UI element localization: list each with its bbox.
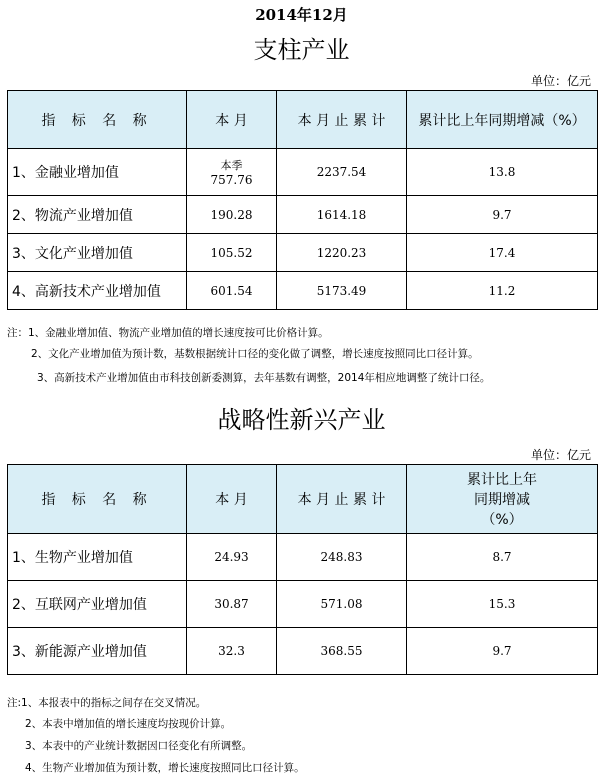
table-header-row: [8, 465, 598, 534]
row-change: 9.7: [407, 196, 598, 234]
month-note: 本季: [220, 159, 243, 172]
table-row: [8, 234, 598, 272]
row-name: 2、物流产业增加值: [8, 196, 187, 234]
row-change: 9.7: [407, 628, 598, 675]
header-change-line1: 累计比上年: [467, 472, 537, 488]
header-cumulative: 本 月 止 累 计: [277, 91, 407, 149]
row-cumulative: 368.55: [277, 628, 407, 675]
month-value: 757.76: [210, 173, 253, 187]
section2-unit: 单位：亿元: [530, 448, 591, 462]
section1-title: 支柱产业: [253, 36, 350, 64]
section2-note-4: 4、生物产业增加值为预计数，增长速度按照同比口径计算。: [25, 762, 305, 774]
row-month: [187, 149, 277, 196]
row-cumulative: 2237.54: [277, 149, 407, 196]
section2-note-2: 2、本表中增加值的增长速度均按现价计算。: [25, 718, 232, 730]
row-cumulative: 5173.49: [277, 272, 407, 310]
header-month: 本 月: [187, 465, 277, 534]
table-row: [8, 149, 598, 196]
row-name: 2、互联网产业增加值: [8, 581, 187, 628]
row-change: 13.8: [407, 149, 598, 196]
header-indicator-name: 指 标 名 称: [8, 465, 187, 534]
row-month: 24.93: [187, 534, 277, 581]
row-month: 32.3: [187, 628, 277, 675]
section2-title: 战略性新兴产业: [217, 406, 386, 434]
row-month: 190.28: [187, 196, 277, 234]
header-cumulative: 本 月 止 累 计: [277, 465, 407, 534]
row-cumulative: 571.08: [277, 581, 407, 628]
header-indicator-name: 指 标 名 称: [8, 91, 187, 149]
section1-note-3: 3、高新技术产业增加值由市科技创新委测算，去年基数有调整，2014年相应地调整了统计口径。: [37, 372, 491, 384]
row-month: 105.52: [187, 234, 277, 272]
header-change: 累计比上年同期增减（%）: [407, 91, 598, 149]
table-header-row: [8, 91, 598, 149]
row-change: 8.7: [407, 534, 598, 581]
section1-unit: 单位：亿元: [530, 74, 591, 88]
row-month: 601.54: [187, 272, 277, 310]
table-row: [8, 628, 598, 675]
header-month: 本 月: [187, 91, 277, 149]
row-name: 3、新能源产业增加值: [8, 628, 187, 675]
header-change: [407, 465, 598, 534]
section1-note-1: 注：1、金融业增加值、物流产业增加值的增长速度按可比价格计算。: [7, 327, 329, 339]
row-cumulative: 248.83: [277, 534, 407, 581]
table-row: [8, 581, 598, 628]
section1-note-2: 2、文化产业增加值为预计数，基数根据统计口径的变化做了调整，增长速度按照同比口径计算。: [31, 348, 479, 360]
row-name: 1、生物产业增加值: [8, 534, 187, 581]
section2-note-1: 注:1、本报表中的指标之间存在交叉情况。: [7, 697, 207, 709]
row-month: 30.87: [187, 581, 277, 628]
row-change: 15.3: [407, 581, 598, 628]
pillar-industry-table: [7, 90, 598, 310]
row-name: 3、文化产业增加值: [8, 234, 187, 272]
table-row: [8, 196, 598, 234]
row-change: 11.2: [407, 272, 598, 310]
table-row: [8, 272, 598, 310]
report-date: 2014年12月: [255, 6, 348, 24]
row-name: 4、高新技术产业增加值: [8, 272, 187, 310]
row-cumulative: 1220.23: [277, 234, 407, 272]
row-name: 1、金融业增加值: [8, 149, 187, 196]
emerging-industry-table: [7, 464, 598, 675]
header-change-line2: 同期增减: [474, 492, 530, 508]
row-change: 17.4: [407, 234, 598, 272]
row-cumulative: 1614.18: [277, 196, 407, 234]
section2-note-3: 3、本表中的产业统计数据因口径变化有所调整。: [25, 740, 253, 752]
table-row: [8, 534, 598, 581]
header-change-line3: （%）: [481, 512, 523, 528]
